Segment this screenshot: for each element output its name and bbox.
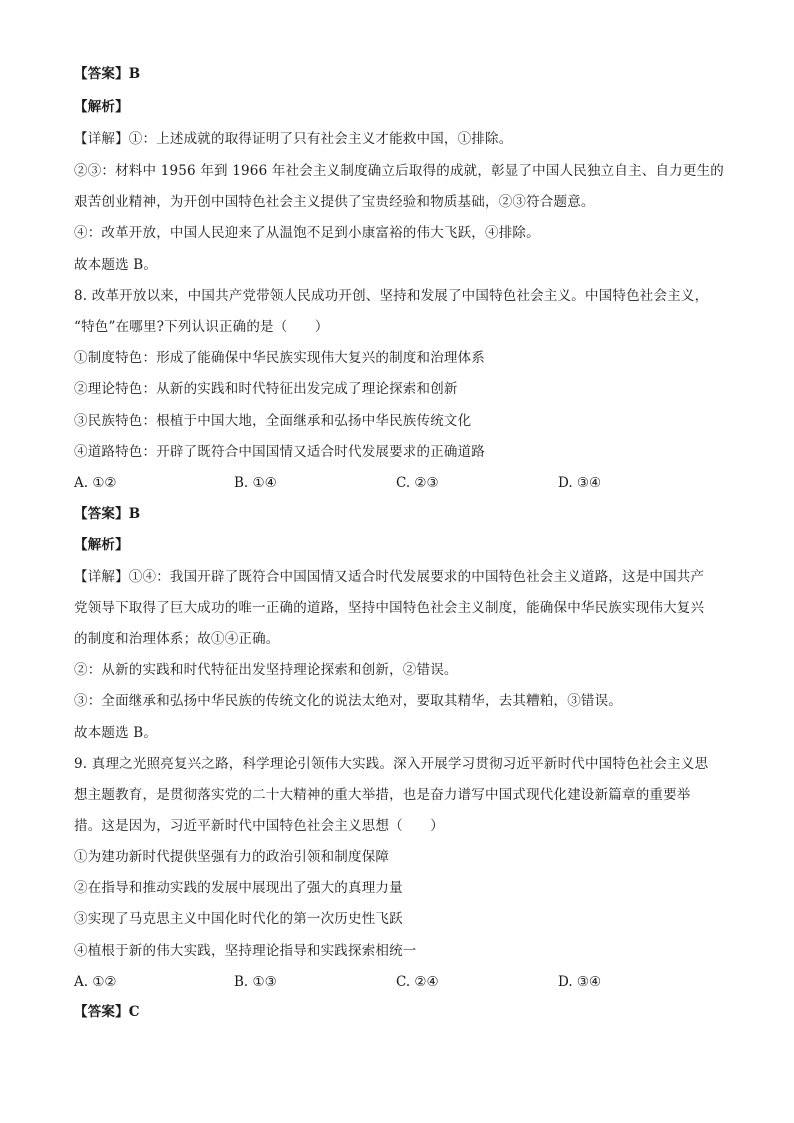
q8-detail-line: 党领导下取得了巨大成功的唯一正确的道路，坚持中国特色社会主义制度，能确保中华民族实现伟大复兴: [74, 600, 705, 616]
q9-option-d: D. ③④: [558, 974, 602, 990]
q7-conclusion: 故本题选 B。: [74, 257, 158, 273]
q8-stem-line: 8. 改革开放以来，中国共产党带领人民成功开创、坚持和发展了中国特色社会主义。中国特色社会主义，: [74, 288, 709, 304]
q8-stem-line: “特色”在哪里?下列认识正确的是（ ）: [74, 319, 329, 335]
q8-conclusion: 故本题选 B。: [74, 725, 158, 741]
q8-option-a: A. ①②: [74, 475, 117, 491]
q7-detail-line: 【详解】①：上述成就的取得证明了只有社会主义才能救中国，①排除。: [74, 131, 513, 147]
q8-detail-line: 的制度和治理体系；故①④正确。: [74, 631, 280, 647]
q8-detail-line: ②：从新的实践和时代特征出发坚持理论探索和创新，②错误。: [74, 662, 458, 678]
q8-detail-line: ③：全面继承和弘扬中华民族的传统文化的说法太绝对，要取其精华，去其糟粕，③错误。: [74, 693, 622, 709]
q7-detail-line: ②③：材料中 1956 年到 1966 年社会主义制度确立后取得的成就，彰显了中国人民独立自主、自力更生的: [74, 163, 724, 179]
q9-statement: ①为建功新时代提供坚强有力的政治引领和制度保障: [74, 849, 390, 865]
q9-stem-line: 想主题教育，是贯彻落实党的二十大精神的重大举措，也是奋力谱写中国式现代化建设新篇章的重要举: [74, 787, 691, 803]
q9-option-a: A. ①②: [74, 974, 117, 990]
q9-statement: ②在指导和推动实践的发展中展现出了强大的真理力量: [74, 880, 403, 896]
q8-statement: ④道路特色：开辟了既符合中国国情又适合时代发展要求的正确道路: [74, 444, 485, 460]
q8-detail-line: 【详解】①④：我国开辟了既符合中国国情又适合时代发展要求的中国特色社会主义道路，这是中国共产: [74, 569, 705, 585]
q9-statement: ③实现了马克思主义中国化时代化的第一次历史性飞跃: [74, 911, 403, 927]
q8-statement: ③民族特色：根植于中国大地，全面继承和弘扬中华民族传统文化: [74, 413, 472, 429]
q9-answer: 【答案】C: [74, 1004, 140, 1020]
q8-option-b: B. ①④: [234, 475, 277, 491]
q8-statement: ②理论特色：从新的实践和时代特征出发完成了理论探索和创新: [74, 381, 458, 397]
q8-answer: 【答案】B: [74, 506, 141, 522]
q8-analysis-label: 【解析】: [74, 537, 129, 553]
q8-statement: ①制度特色：形成了能确保中华民族实现伟大复兴的制度和治理体系: [74, 350, 485, 366]
q7-detail-line: ④：改革开放，中国人民迎来了从温饱不足到小康富裕的伟大飞跃，④排除。: [74, 225, 540, 241]
q7-analysis-label: 【解析】: [74, 99, 129, 115]
q8-option-d: D. ③④: [558, 475, 602, 491]
q7-answer: 【答案】B: [74, 66, 141, 82]
q9-statement: ④植根于新的伟大实践，坚持理论指导和实践探索相统一: [74, 943, 417, 959]
q9-option-c: C. ②④: [396, 974, 439, 990]
q9-stem-line: 措。这是因为，习近平新时代中国特色社会主义思想（ ）: [74, 818, 444, 834]
q9-stem-line: 9. 真理之光照亮复兴之路，科学理论引领伟大实践。深入开展学习贯彻习近平新时代中国特色社会主义思: [74, 756, 709, 772]
q8-option-c: C. ②③: [396, 475, 439, 491]
q7-detail-line: 艰苦创业精神，为开创中国特色社会主义提供了宝贵经验和物质基础，②③符合题意。: [74, 194, 595, 210]
q9-option-b: B. ①③: [234, 974, 277, 990]
